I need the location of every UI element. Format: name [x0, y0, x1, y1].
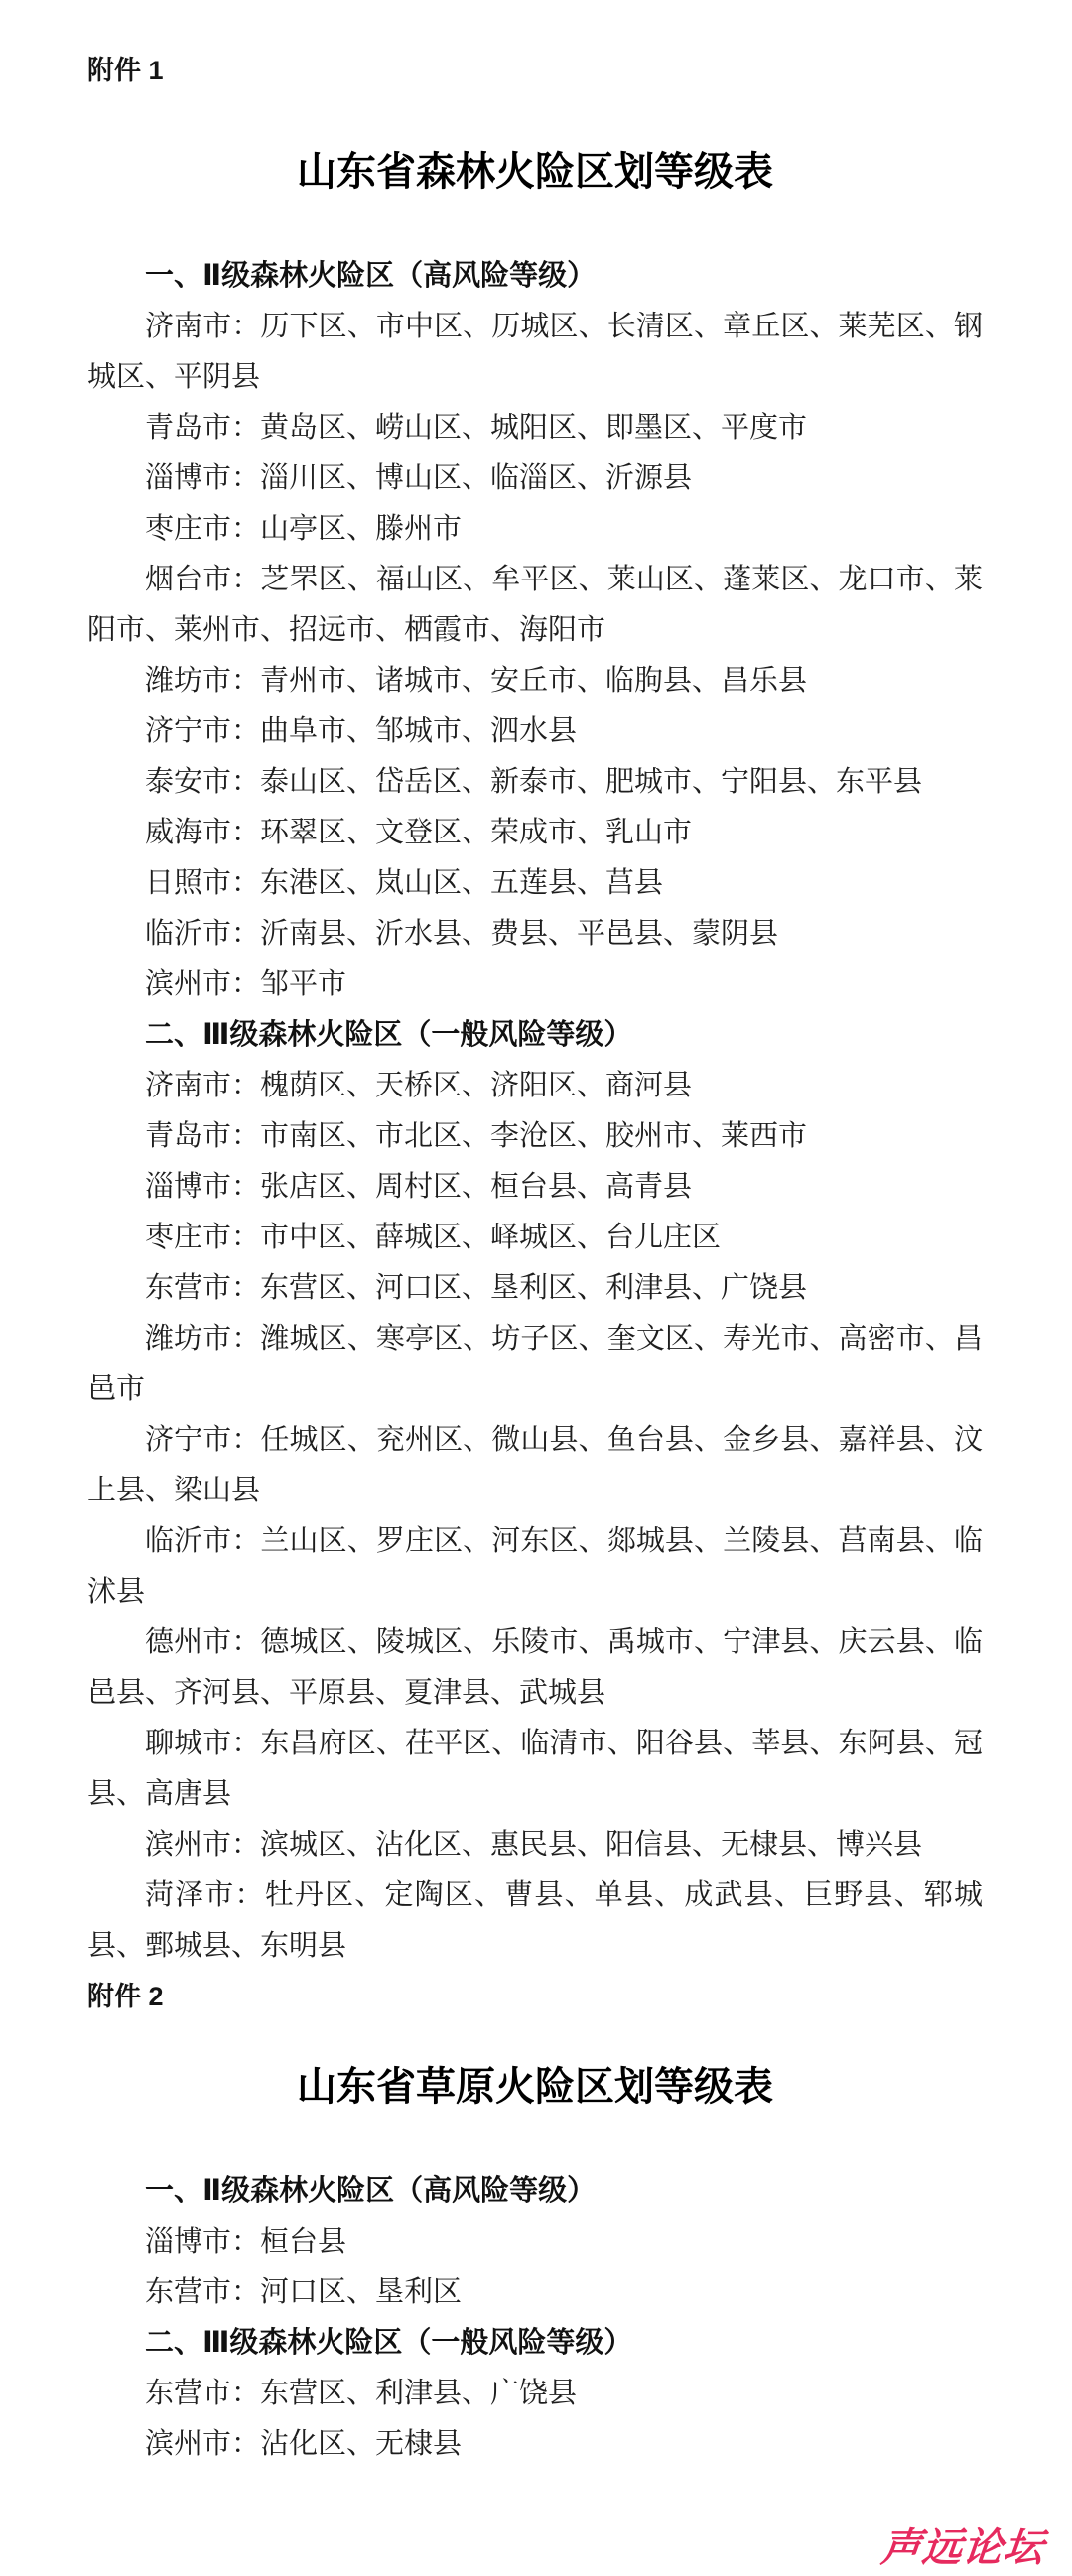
city-entry: 德州市：德城区、陵城区、乐陵市、禹城市、宁津县、庆云县、临邑县、齐河县、平原县、夏津县、武城县: [87, 1626, 983, 1709]
city-entry: 淄博市：张店区、周村区、桓台县、高青县: [145, 1171, 693, 1203]
attachment-2-title: 山东省草原火险区划等级表: [297, 2064, 773, 2109]
attachment-1: [87, 54, 983, 1972]
city-entry: 聊城市：东昌府区、茌平区、临清市、阳谷县、莘县、东阿县、冠县、高唐县: [87, 1728, 983, 1810]
attachment-1-label: 附件 1: [87, 56, 164, 85]
city-entry: 济宁市：任城区、兖州区、微山县、鱼台县、金乡县、嘉祥县、汶上县、梁山县: [87, 1424, 983, 1506]
city-entry: 淄博市：桓台县: [145, 2226, 347, 2257]
attachment-2: [87, 1980, 983, 2470]
city-entry: 淄博市：淄川区、博山区、临淄区、沂源县: [145, 462, 693, 494]
city-entry: 滨州市：邹平市: [145, 968, 347, 1000]
city-entry: 青岛市：黄岛区、崂山区、城阳区、即墨区、平度市: [145, 412, 808, 444]
attachment-1-title: 山东省森林火险区划等级表: [297, 149, 773, 193]
section-heading-level2-forest: 一、Ⅱ级森林火险区（高风险等级）: [145, 260, 597, 292]
city-entry: 济南市：槐荫区、天桥区、济阳区、商河县: [145, 1070, 693, 1101]
city-entry: 青岛市：市南区、市北区、李沧区、胶州市、莱西市: [145, 1120, 808, 1152]
section-heading-level2-grassland: 一、Ⅱ级森林火险区（高风险等级）: [145, 2175, 597, 2207]
attachment-2-label: 附件 2: [87, 1982, 164, 2011]
city-entry: 济南市：历下区、市中区、历城区、长清区、章丘区、莱芜区、钢城区、平阴县: [87, 311, 983, 393]
city-entry: 枣庄市：市中区、薛城区、峄城区、台儿庄区: [145, 1222, 722, 1253]
city-entry: 日照市：东港区、岚山区、五莲县、莒县: [145, 867, 664, 899]
city-entry: 东营市：东营区、利津县、广饶县: [145, 2378, 578, 2409]
city-entry: 东营市：东营区、河口区、垦利区、利津县、广饶县: [145, 1272, 808, 1304]
document: [0, 54, 1072, 2470]
city-entry: 济宁市：曲阜市、邹城市、泗水县: [145, 715, 578, 747]
city-entry: 潍坊市：青州市、诸城市、安丘市、临朐县、昌乐县: [145, 665, 808, 697]
document-page: [0, 54, 1072, 2576]
city-entry: 潍坊市：潍城区、寒亭区、坊子区、奎文区、寿光市、高密市、昌邑市: [87, 1323, 983, 1405]
city-entry: 枣庄市：山亭区、滕州市: [145, 513, 463, 545]
city-entry: 临沂市：沂南县、沂水县、费县、平邑县、蒙阴县: [145, 918, 779, 950]
city-entry: 菏泽市：牡丹区、定陶区、曹县、单县、成武县、巨野县、郓城县、鄄城县、东明县: [87, 1879, 983, 1962]
city-entry: 滨州市：沾化区、无棣县: [145, 2428, 463, 2460]
city-entry: 东营市：河口区、垦利区: [145, 2276, 463, 2308]
city-entry: 威海市：环翠区、文登区、荣成市、乳山市: [145, 817, 693, 848]
city-entry: 滨州市：滨城区、沾化区、惠民县、阳信县、无棣县、博兴县: [145, 1829, 923, 1861]
section-heading-level3-forest: 二、Ⅲ级森林火险区（一般风险等级）: [145, 1019, 633, 1051]
watermark-logo: 声远论坛: [878, 2526, 1047, 2570]
section-heading-level3-grassland: 二、Ⅲ级森林火险区（一般风险等级）: [145, 2327, 633, 2359]
city-entry: 临沂市：兰山区、罗庄区、河东区、郯城县、兰陵县、莒南县、临沭县: [87, 1525, 983, 1608]
city-entry: 泰安市：泰山区、岱岳区、新泰市、肥城市、宁阳县、东平县: [145, 766, 923, 798]
city-entry: 烟台市：芝罘区、福山区、牟平区、莱山区、蓬莱区、龙口市、莱阳市、莱州市、招远市、栖霞市、海阳市: [87, 564, 983, 646]
